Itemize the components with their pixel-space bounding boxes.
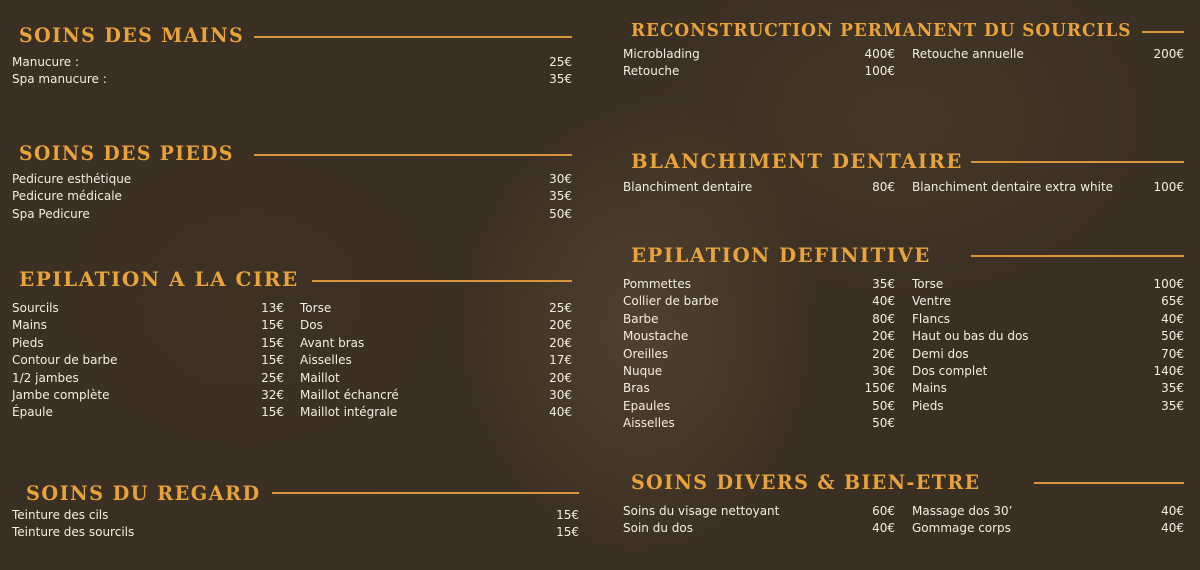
item-name: Massage dos 30’ [912, 504, 1013, 518]
price-row [912, 179, 1184, 196]
item-name: Retouche annuelle [912, 47, 1024, 61]
item-price: 20€ [549, 370, 572, 385]
item-name: Aisselles [623, 416, 675, 431]
item-name: Flancs [912, 311, 951, 326]
item-price: 50€ [872, 416, 895, 431]
item-name: Sourcils [12, 301, 59, 315]
price-row [300, 387, 572, 404]
price-row [12, 524, 579, 541]
item-price: 200€ [1153, 47, 1184, 61]
price-list-column-1 [12, 300, 284, 422]
item-price: 400€ [864, 47, 895, 61]
price-row [912, 311, 1184, 328]
item-price: 65€ [1161, 294, 1184, 309]
price-list-column-1 [623, 46, 895, 81]
price-row [12, 206, 572, 223]
item-name: Pieds [12, 335, 44, 350]
price-row [912, 46, 1184, 63]
item-price: 30€ [872, 363, 895, 378]
price-row [623, 346, 895, 363]
item-name: Torse [300, 301, 332, 315]
price-list-column-1 [623, 503, 895, 538]
item-name: Pedicure esthétique [12, 172, 132, 186]
item-price: 60€ [872, 504, 895, 518]
item-name: Blanchiment dentaire [623, 180, 753, 194]
price-list-column-2 [912, 46, 1184, 63]
item-price: 13€ [261, 301, 284, 315]
item-price: 35€ [1161, 398, 1184, 413]
price-row [623, 179, 895, 196]
item-price: 50€ [1161, 329, 1184, 344]
section-title: EPILATION A LA CIRE [19, 267, 299, 291]
price-row [12, 54, 572, 71]
price-row [300, 352, 572, 369]
price-row [912, 520, 1184, 537]
item-name: Aisselles [300, 353, 352, 368]
price-row [912, 293, 1184, 310]
item-price: 25€ [549, 301, 572, 315]
item-name: Ventre [912, 294, 952, 309]
item-price: 150€ [864, 381, 895, 396]
section-title: EPILATION DEFINITIVE [631, 243, 931, 267]
item-price: 35€ [549, 72, 572, 87]
price-row [12, 317, 284, 334]
price-row [12, 171, 572, 188]
item-price: 40€ [1161, 521, 1184, 536]
price-row [623, 328, 895, 345]
item-price: 20€ [549, 318, 572, 333]
price-row [623, 63, 895, 80]
section-title: RECONSTRUCTION PERMANENT DU SOURCILS [631, 20, 1132, 41]
price-row [12, 507, 579, 524]
item-price: 25€ [261, 370, 284, 385]
item-price: 35€ [872, 277, 895, 291]
item-price: 40€ [1161, 311, 1184, 326]
section-divider [254, 36, 572, 38]
price-row [623, 415, 895, 432]
item-name: Gommage corps [912, 521, 1011, 536]
price-row [300, 317, 572, 334]
item-price: 20€ [872, 329, 895, 344]
price-row [12, 404, 284, 421]
item-name: Maillot échancré [300, 387, 399, 402]
item-name: Soin du dos [623, 521, 693, 536]
item-price: 35€ [549, 189, 572, 204]
section-title: SOINS DU REGARD [26, 481, 261, 505]
item-name: Bras [623, 381, 650, 396]
item-name: Maillot intégrale [300, 405, 398, 420]
item-price: 80€ [872, 180, 895, 194]
item-price: 50€ [872, 398, 895, 413]
price-row [623, 276, 895, 293]
item-price: 15€ [261, 405, 284, 420]
item-name: Microblading [623, 47, 700, 61]
section-divider [1142, 31, 1184, 33]
price-row [912, 380, 1184, 397]
item-price: 40€ [872, 294, 895, 309]
price-row [300, 300, 572, 317]
price-row [300, 335, 572, 352]
item-price: 50€ [549, 206, 572, 221]
price-row [912, 328, 1184, 345]
item-price: 80€ [872, 311, 895, 326]
price-row [623, 46, 895, 63]
item-name: Nuque [623, 363, 663, 378]
price-row [12, 300, 284, 317]
price-row [12, 188, 572, 205]
item-price: 40€ [549, 405, 572, 420]
price-list-column-2 [912, 503, 1184, 538]
price-row [623, 293, 895, 310]
price-row [912, 276, 1184, 293]
item-name: Moustache [623, 329, 689, 344]
price-row [912, 346, 1184, 363]
item-name: Jambe complète [12, 387, 110, 402]
item-name: Soins du visage nettoyant [623, 504, 780, 518]
item-name: Pieds [912, 398, 944, 413]
item-price: 20€ [549, 335, 572, 350]
price-row [623, 380, 895, 397]
item-price: 35€ [1161, 381, 1184, 396]
item-price: 140€ [1153, 363, 1184, 378]
price-row [300, 404, 572, 421]
item-price: 30€ [549, 387, 572, 402]
item-price: 25€ [549, 55, 572, 69]
price-list [12, 54, 572, 89]
item-name: Pedicure médicale [12, 189, 122, 204]
price-list [12, 171, 572, 223]
item-name: Demi dos [912, 346, 969, 361]
item-price: 15€ [556, 525, 579, 540]
item-price: 40€ [1161, 504, 1184, 518]
price-row [12, 71, 572, 88]
item-price: 40€ [872, 521, 895, 536]
item-price: 15€ [261, 353, 284, 368]
price-list-column-2 [300, 300, 572, 422]
item-name: Retouche [623, 64, 680, 79]
item-price: 20€ [872, 346, 895, 361]
item-price: 17€ [549, 353, 572, 368]
item-name: Mains [12, 318, 47, 333]
item-price: 15€ [556, 508, 579, 522]
section-title: BLANCHIMENT DENTAIRE [631, 149, 963, 173]
price-row [912, 363, 1184, 380]
section-divider [312, 280, 572, 282]
item-name: Dos [300, 318, 323, 333]
item-name: Epaules [623, 398, 671, 413]
price-row [12, 335, 284, 352]
item-name: Barbe [623, 311, 659, 326]
price-list-column-2 [912, 179, 1184, 196]
section-title: SOINS DIVERS & BIEN-ETRE [631, 470, 981, 494]
item-price: 15€ [261, 318, 284, 333]
section-divider [971, 255, 1184, 257]
item-name: Contour de barbe [12, 353, 118, 368]
price-list-column-1 [623, 276, 895, 433]
item-name: Teinture des sourcils [12, 525, 135, 540]
item-price: 30€ [549, 172, 572, 186]
item-name: Manucure : [12, 55, 80, 69]
section-divider [971, 161, 1184, 163]
item-name: Avant bras [300, 335, 365, 350]
price-row [623, 503, 895, 520]
price-row [623, 398, 895, 415]
item-price: 70€ [1161, 346, 1184, 361]
section-divider [1034, 482, 1184, 484]
price-list-column-2 [912, 276, 1184, 415]
item-name: Blanchiment dentaire extra white [912, 180, 1114, 194]
item-name: Mains [912, 381, 947, 396]
item-name: Pommettes [623, 277, 691, 291]
item-name: Épaule [12, 405, 53, 420]
price-row [623, 311, 895, 328]
item-name: Teinture des cils [12, 508, 109, 522]
section-divider [254, 154, 572, 156]
price-row [623, 520, 895, 537]
price-row [12, 370, 284, 387]
item-name: Spa manucure : [12, 72, 107, 87]
price-row [623, 363, 895, 380]
item-name: Dos complet [912, 363, 988, 378]
item-name: Oreilles [623, 346, 669, 361]
price-row [300, 370, 572, 387]
item-price: 32€ [261, 387, 284, 402]
item-name: 1/2 jambes [12, 370, 79, 385]
section-title: SOINS DES MAINS [19, 23, 245, 47]
item-price: 100€ [864, 64, 895, 79]
item-price: 100€ [1153, 180, 1184, 194]
item-name: Spa Pedicure [12, 206, 90, 221]
price-row [912, 398, 1184, 415]
item-name: Haut ou bas du dos [912, 329, 1029, 344]
price-list [12, 507, 579, 542]
price-list-column-1 [623, 179, 895, 196]
item-name: Torse [912, 277, 944, 291]
item-price: 15€ [261, 335, 284, 350]
price-row [912, 503, 1184, 520]
section-title: SOINS DES PIEDS [19, 141, 234, 165]
price-row [12, 387, 284, 404]
item-name: Collier de barbe [623, 294, 719, 309]
item-price: 100€ [1153, 277, 1184, 291]
item-name: Maillot [300, 370, 340, 385]
price-row [12, 352, 284, 369]
section-divider [272, 492, 579, 494]
